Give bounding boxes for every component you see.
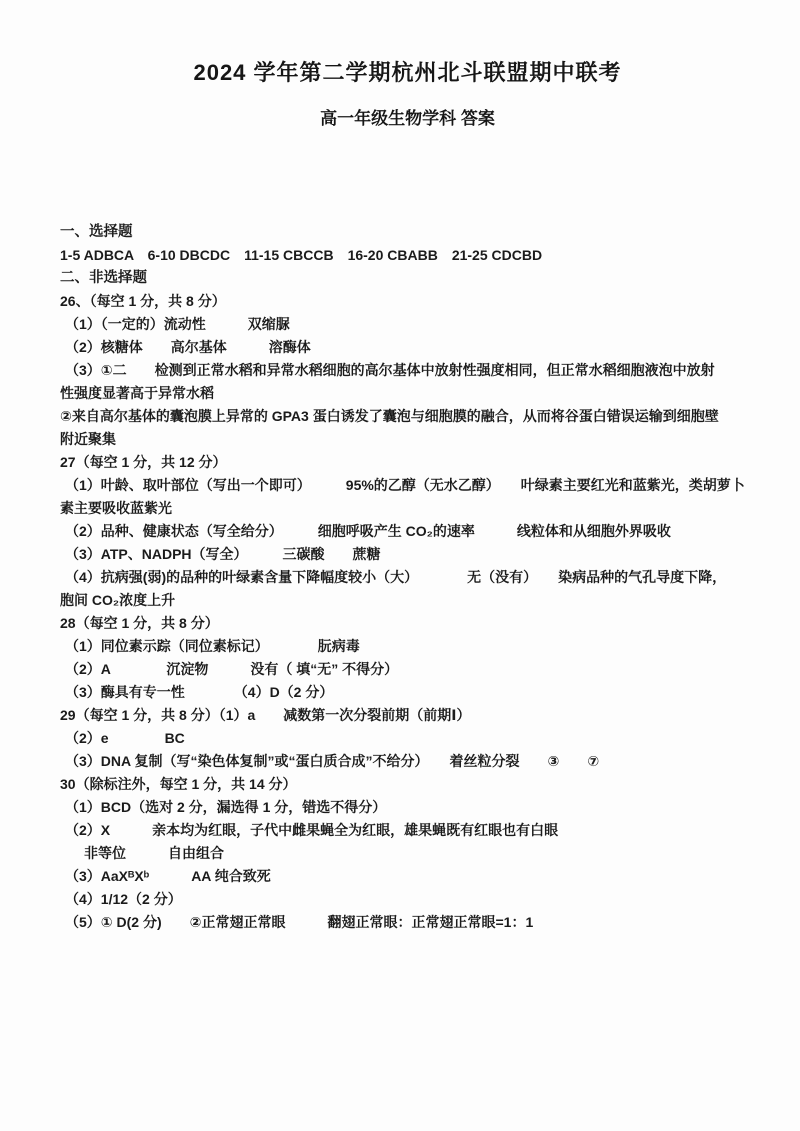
- q30-answer-line: 非等位 自由组合: [84, 845, 224, 861]
- q27-answer-line: （3）ATP、NADPH（写全） 三碳酸 蔗糖: [65, 546, 381, 562]
- q30-answer-line: （4）1/12（2 分）: [65, 891, 182, 907]
- choice-answers-row: 1-5 ADBCA 6-10 DBCDC 11-15 CBCCB 16-20 CBABB 21-25 CDCBD: [60, 247, 543, 263]
- q28-answer-line: （2）A 沉淀物 没有（ 填“无” 不得分）: [65, 661, 399, 677]
- q29-heading: 29（每空 1 分，共 8 分）（1）a 减数第一次分裂前期（前期Ⅰ）: [60, 707, 471, 723]
- q28-answer-line: （3）酶具有专一性 （4）D（2 分）: [65, 684, 334, 700]
- q26-answer-line: 附近聚集: [60, 431, 116, 447]
- q28-answer-line: （1）同位素示踪（同位素标记） 朊病毒: [65, 638, 360, 654]
- q28-heading: 28（每空 1 分，共 8 分）: [60, 615, 219, 631]
- q27-answer-line: （4）抗病强(弱)的品种的叶绿素含量下降幅度较小（大） 无（没有） 染病品种的气孔导度下降，: [65, 569, 727, 585]
- q26-answer-line: 性强度显著高于异常水稻: [60, 385, 214, 401]
- q27-answer-line: 胞间 CO₂浓度上升: [60, 592, 176, 608]
- q26-answer-line: （3）①二 检测到正常水稻和异常水稻细胞的高尔基体中放射性强度相同，但正常水稻细胞液泡中放射: [65, 362, 715, 378]
- q27-heading: 27（每空 1 分，共 12 分）: [60, 454, 227, 470]
- q30-answer-line: （1）BCD（选对 2 分，漏选得 1 分，错选不得分）: [65, 799, 387, 815]
- section-heading-nonchoice: 二、非选择题: [60, 270, 147, 286]
- q27-answer-line: 素主要吸收蓝紫光: [60, 500, 172, 516]
- q26-heading: 26、（每空 1 分，共 8 分）: [60, 293, 226, 309]
- q30-answer-line: （5）① D(2 分) ②正常翅正常眼 翻翅正常眼：正常翅正常眼=1：1: [65, 914, 534, 930]
- q30-answer-line: （3）AaXᴮXᵇ AA 纯合致死: [65, 868, 271, 884]
- q26-answer-line: （2）核糖体 高尔基体 溶酶体: [65, 339, 311, 355]
- q30-heading: 30（除标注外，每空 1 分，共 14 分）: [60, 776, 297, 792]
- q27-answer-line: （2）品种、健康状态（写全给分） 细胞呼吸产生 CO₂的速率 线粒体和从细胞外界吸收: [65, 523, 671, 539]
- q30-answer-line: （2）X 亲本均为红眼，子代中雌果蝇全为红眼，雄果蝇既有红眼也有白眼: [65, 822, 559, 838]
- q26-answer-line: （1）（一定的）流动性 双缩脲: [65, 316, 290, 332]
- q29-answer-line: （2）e BC: [65, 730, 185, 746]
- q26-answer-line: ②来自高尔基体的囊泡膜上异常的 GPA3 蛋白诱发了囊泡与细胞膜的融合，从而将谷蛋白错误运输到细胞壁: [60, 408, 719, 424]
- exam-title: 2024 学年第二学期杭州北斗联盟期中联考: [193, 60, 622, 85]
- q29-answer-line: （3）DNA 复制（写“染色体复制”或“蛋白质合成”不给分） 着丝粒分裂 ③ ⑦: [65, 753, 600, 769]
- q27-answer-line: （1）叶龄、取叶部位（写出一个即可） 95%的乙醇（无水乙醇） 叶绿素主要红光和蓝紫光，类胡萝卜: [65, 477, 745, 493]
- section-heading-choice: 一、选择题: [60, 224, 133, 240]
- answer-body: [60, 221, 755, 934]
- exam-subtitle: 高一年级生物学科 答案: [320, 109, 495, 128]
